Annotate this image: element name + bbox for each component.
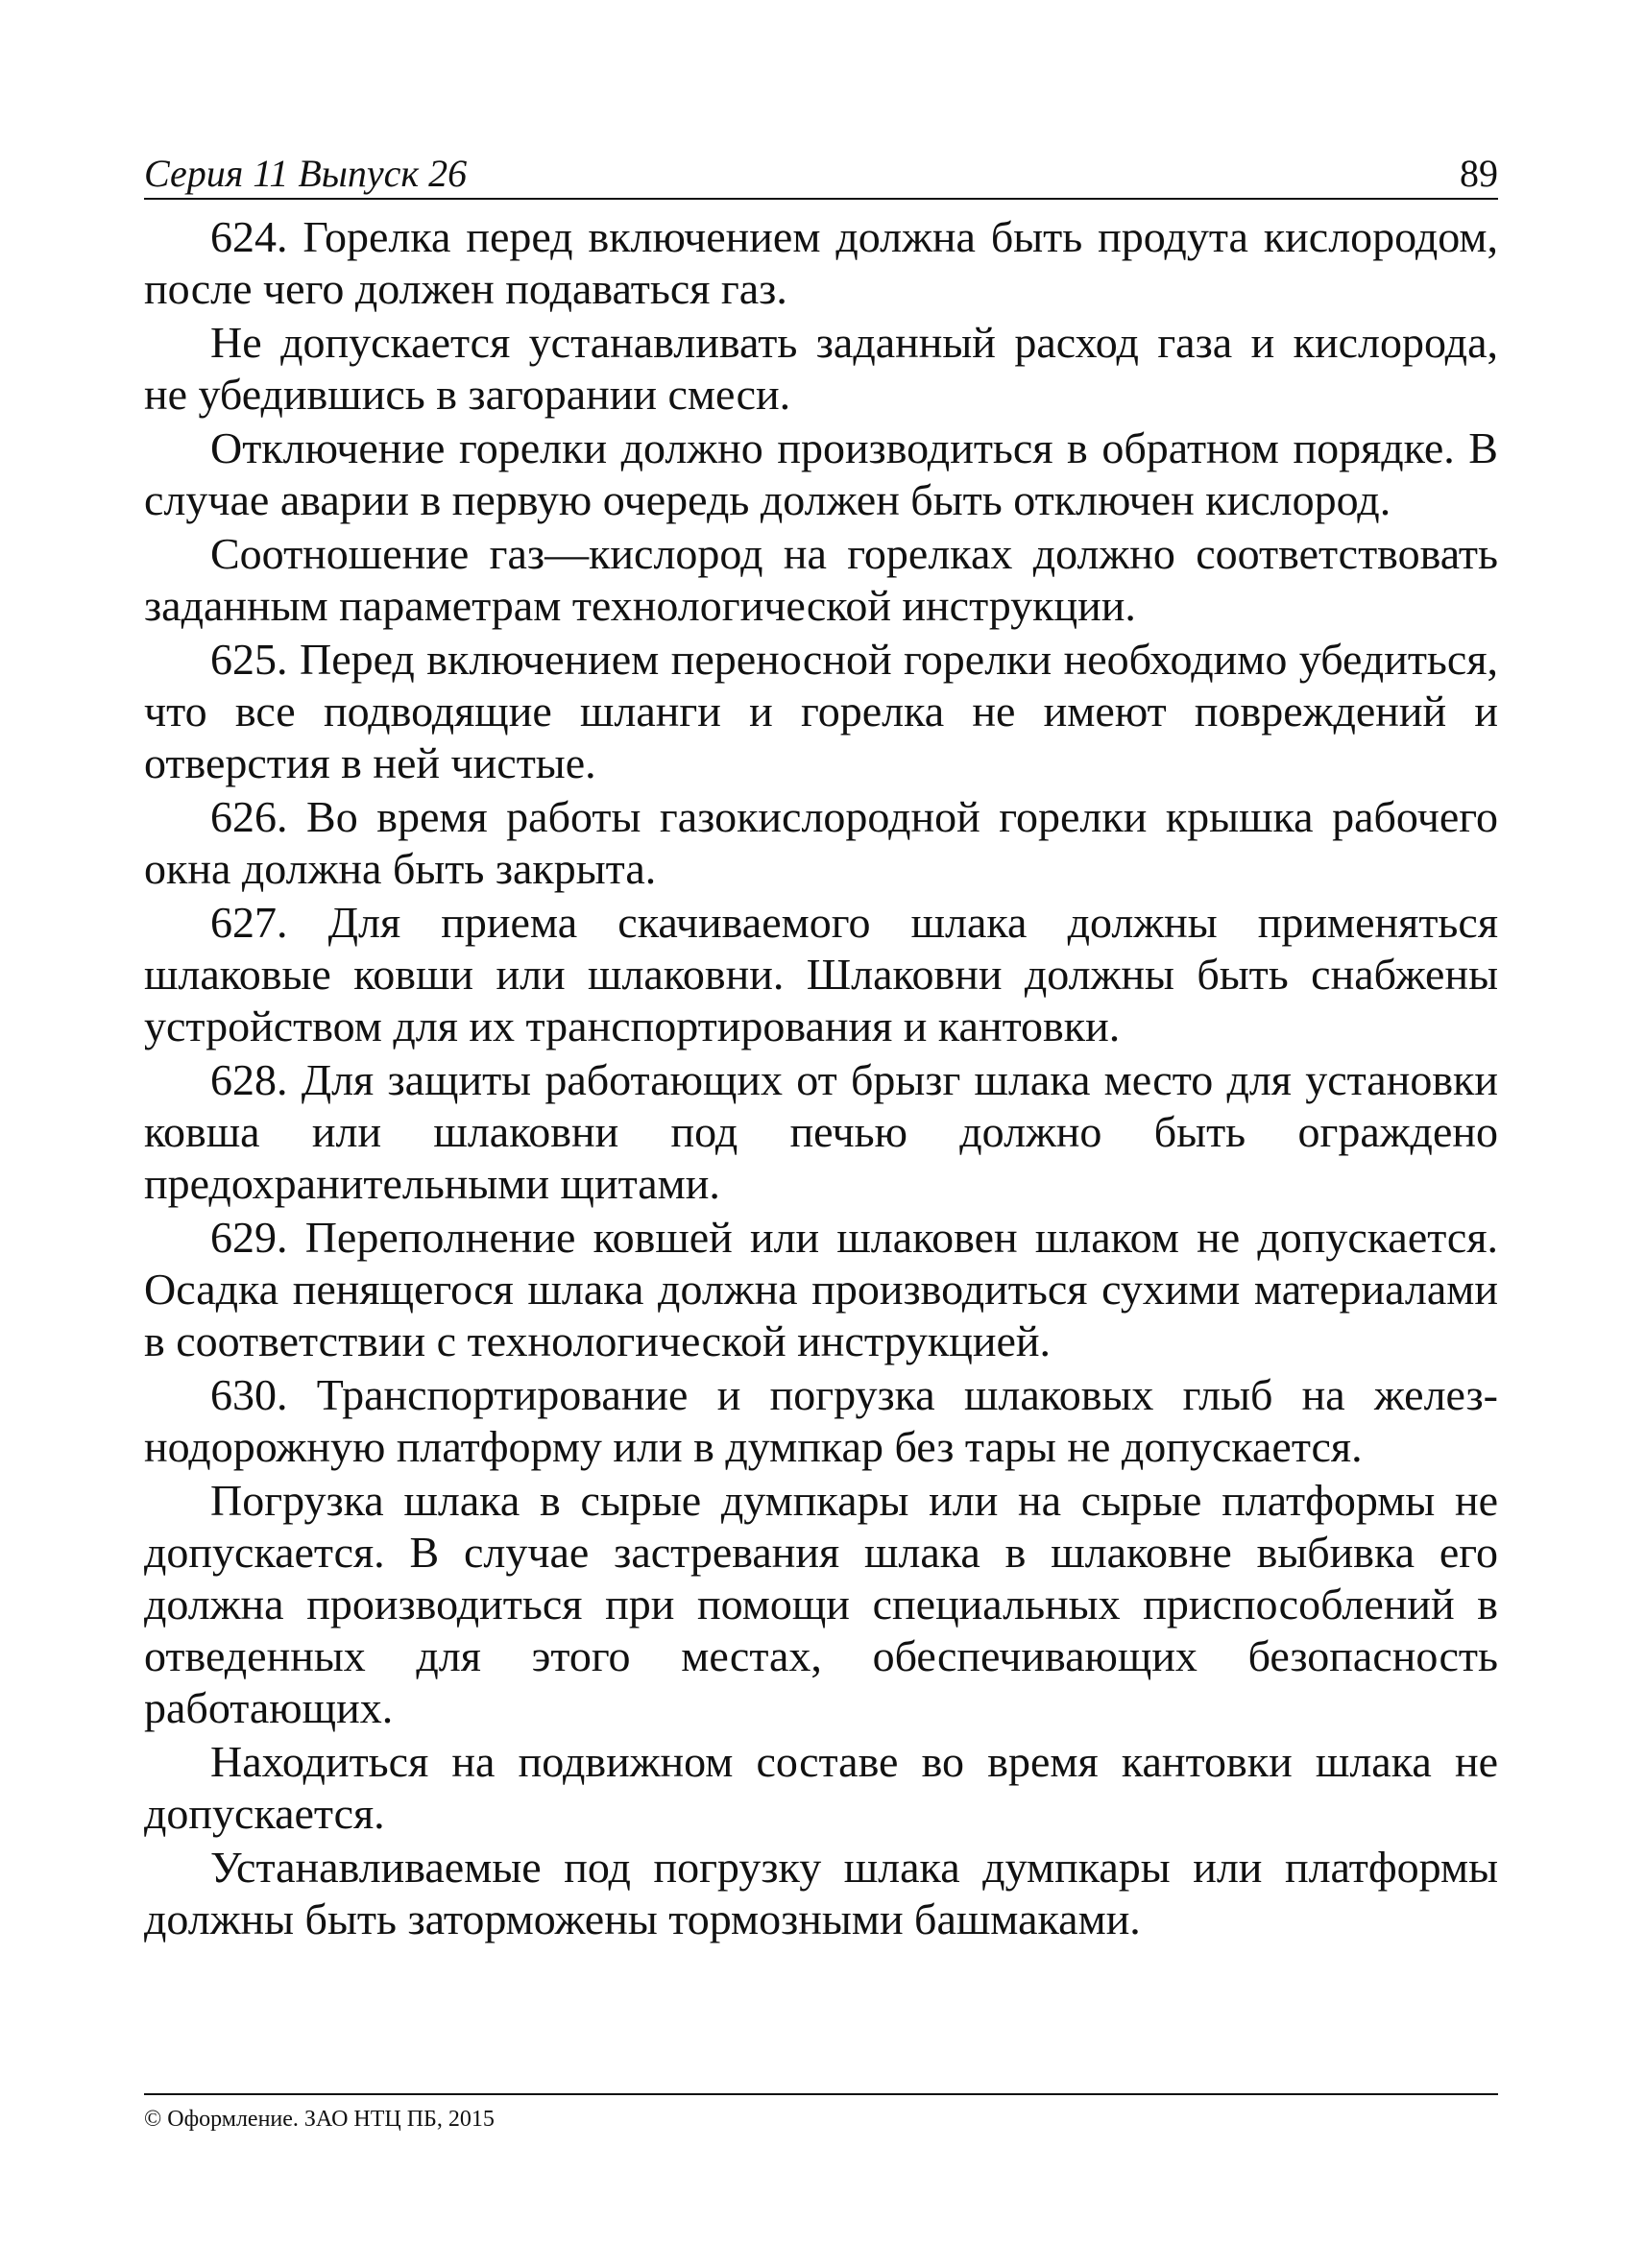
body-text (144, 211, 1498, 1945)
paragraph-630-loading: Погрузка шлака в сырые думпкары или на сырые платформы не допускается. В случае застревания шлака в шлаковне выбивка его должна производиться при помощи специальных приспособлений в отведенных для этого местах, обеспечивающих безопасность работающих. (144, 1476, 1498, 1732)
page-number: 89 (1460, 152, 1498, 195)
paragraph-624-gas-flow: Не допускается устанавливать заданный расход газа и кислорода, не убедившись в загорании смеси. (144, 318, 1498, 419)
running-header (144, 144, 1498, 200)
paragraph-630-rolling-stock: Находиться на подвижном составе во время кантовки шлака не допускается. (144, 1737, 1498, 1838)
paragraph-624-shutdown: Отключение горелки должно производиться в обратном порядке. В случае аварии в первую очередь должен быть отключен кислород. (144, 423, 1498, 524)
paragraph-628: 628. Для защиты работающих от брызг шлака место для установки ковша или шлаковни под печью должно быть ограждено предохранительными щитами. (144, 1055, 1498, 1208)
series-title: Серия 11 Выпуск 26 (144, 152, 468, 195)
paragraph-624-ratio: Соотношение газ—кислород на горелках должно соответствовать заданным параметрам технологической инструкции. (144, 529, 1498, 630)
paragraph-625: 625. Перед включением переносной горелки необходимо убедиться, что все подводящие шланги и горелка не имеют повреждений и отверстия в ней чистые. (144, 635, 1498, 787)
paragraph-630: 630. Транспортирование и погрузка шлаковых глыб на железнодорожную платформу или в думпкар без тары не допускается. (144, 1370, 1498, 1471)
paragraph-624: 624. Горелка перед включением должна быть продута кислородом, после чего должен подаваться газ. (144, 212, 1498, 313)
paragraph-629: 629. Переполнение ковшей или шлаковен шлаком не допускается. Осадка пенящегося шлака должна производиться сухими материалами в соответствии с технологической инструкцией. (144, 1213, 1498, 1365)
page-footer (144, 2093, 1498, 2134)
paragraph-627: 627. Для приема скачиваемого шлака должны применяться шлаковые ковши или шлаковни. Шлаковни должны быть снабжены устройством для их транспортирования и кантовки. (144, 898, 1498, 1050)
document-page (144, 144, 1498, 1945)
paragraph-626: 626. Во время работы газокислородной горелки крышка рабочего окна должна быть закрыта. (144, 792, 1498, 893)
paragraph-630-braking: Устанавливаемые под погрузку шлака думпкары или платформы должны быть заторможены тормозными башмаками. (144, 1843, 1498, 1943)
copyright-notice: © Оформление. ЗАО НТЦ ПБ, 2015 (144, 2107, 495, 2132)
